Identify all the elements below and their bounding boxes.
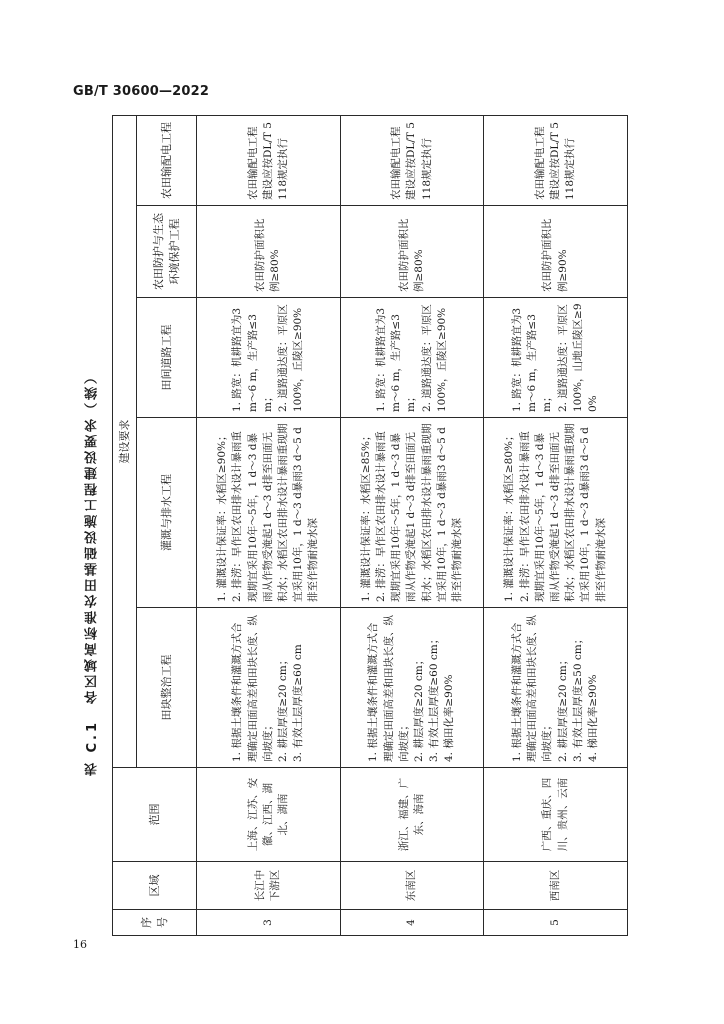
row-scope: 广西、重庆、四川、贵州、云南 (484, 768, 628, 862)
header-scope: 范围 (113, 768, 197, 862)
row-protection: 农田防护面积比例≥80% (340, 206, 484, 298)
row-road: 1. 路宽：机耕路宜为3 m～6 m，生产路≤3 m； 2. 道路通达度：平原区100%，丘陵区≥90% (197, 298, 341, 418)
row-protection: 农田防护面积比例≥90% (484, 206, 628, 298)
row-irrigation: 1. 灌溉设计保证率：水稻区≥80%； 2. 排涝：早作区农田排水设计暴雨重现期宜采用10年～5年，1 d～3 d暴雨从作物受淹起1 d～3 d排至田面无积水；水稻区农田排水设计暴雨重现期宜采用10年，1 d～3 d暴雨3 d～5 d排至作物耐淹水深 (484, 418, 628, 608)
row-land: 1. 根据土壤条件和灌溉方式合理确定田面高差和田块长度、纵向坡度； 2. 耕层厚度≥20 cm； 3. 有效土层厚度≥50 cm； 4. 梯田化率≥90% (484, 608, 628, 768)
row-road: 1. 路宽：机耕路宜为3 m～6 m，生产路≤3 m； 2. 道路通达度：平原区100%，山地丘陵区≥90% (484, 298, 628, 418)
row-land: 1. 根据土壤条件和灌溉方式合理确定田面高差和田块长度、纵向坡度； 2. 耕层厚度≥20 cm； 3. 有效土层厚度≥60 cm (197, 608, 341, 768)
row-seq: 4 (340, 910, 484, 936)
row-power: 农田输配电工程建设应按DL/T 5118规定执行 (197, 116, 341, 206)
row-protection: 农田防护面积比例≥80% (197, 206, 341, 298)
row-land: 1. 根据土壤条件和灌溉方式合理确定田面高差和田块长度、纵向坡度； 2. 耕层厚度≥20 cm； 3. 有效土层厚度≥60 cm； 4. 梯田化率≥90% (340, 608, 484, 768)
row-region: 东南区 (340, 862, 484, 910)
row-scope: 浙江、福建、广东、海南 (340, 768, 484, 862)
header-requirements-group: 建设要求 (113, 116, 137, 768)
standard-code: GB/T 30600—2022 (73, 84, 210, 99)
page-number: 16 (73, 938, 87, 951)
header-seq: 序号 (113, 910, 197, 936)
row-irrigation: 1. 灌溉设计保证率：水稻区≥85%； 2. 排涝：早作区农田排水设计暴雨重现期宜采用10年～5年，1 d～3 d暴雨从作物受淹起1 d～3 d排至田面无积水；水稻区农田排水设计暴雨重现期宜采用10年，1 d～3 d暴雨3 d～5 d排至作物耐淹水深 (340, 418, 484, 608)
header-land: 田块整治工程 (137, 608, 197, 768)
table-row (197, 116, 341, 936)
header-road: 田间道路工程 (137, 298, 197, 418)
row-power: 农田输配电工程建设应按DL/T 5118规定执行 (340, 116, 484, 206)
header-region: 区域 (113, 862, 197, 910)
row-irrigation: 1. 灌溉设计保证率：水稻区≥90%； 2. 排涝：早作区农田排水设计暴雨重现期宜采用10年～5年，1 d～3 d暴雨从作物受淹起1 d～3 d排至田面无积水；水稻区农田排水设计暴雨重现期宜采用10年，1 d～3 d暴雨3 d～5 d排至作物耐淹水深 (197, 418, 341, 608)
rotated-table (112, 116, 628, 936)
rotated-table-container (112, 116, 628, 936)
row-scope: 上海、江苏、安徽、江西、湖北、湖南 (197, 768, 341, 862)
header-irrigation: 灌溉与排水工程 (137, 418, 197, 608)
row-power: 农田输配电工程建设应按DL/T 5118规定执行 (484, 116, 628, 206)
row-seq: 3 (197, 910, 341, 936)
table-title: 表 C.1 各区域高标准农田基础设施工程建设要求（续） (85, 368, 100, 777)
requirements-table (112, 115, 628, 936)
row-region: 西南区 (484, 862, 628, 910)
row-road: 1. 路宽：机耕路宜为3 m～6 m，生产路≤3 m； 2. 道路通达度：平原区100%，丘陵区≥90% (340, 298, 484, 418)
header-row-1 (113, 116, 137, 936)
header-power: 农田输配电工程 (137, 116, 197, 206)
table-row (340, 116, 484, 936)
header-protection: 农田防护与生态环境保护工程 (137, 206, 197, 298)
row-seq: 5 (484, 910, 628, 936)
row-region: 长江中下游区 (197, 862, 341, 910)
table-row (484, 116, 628, 936)
